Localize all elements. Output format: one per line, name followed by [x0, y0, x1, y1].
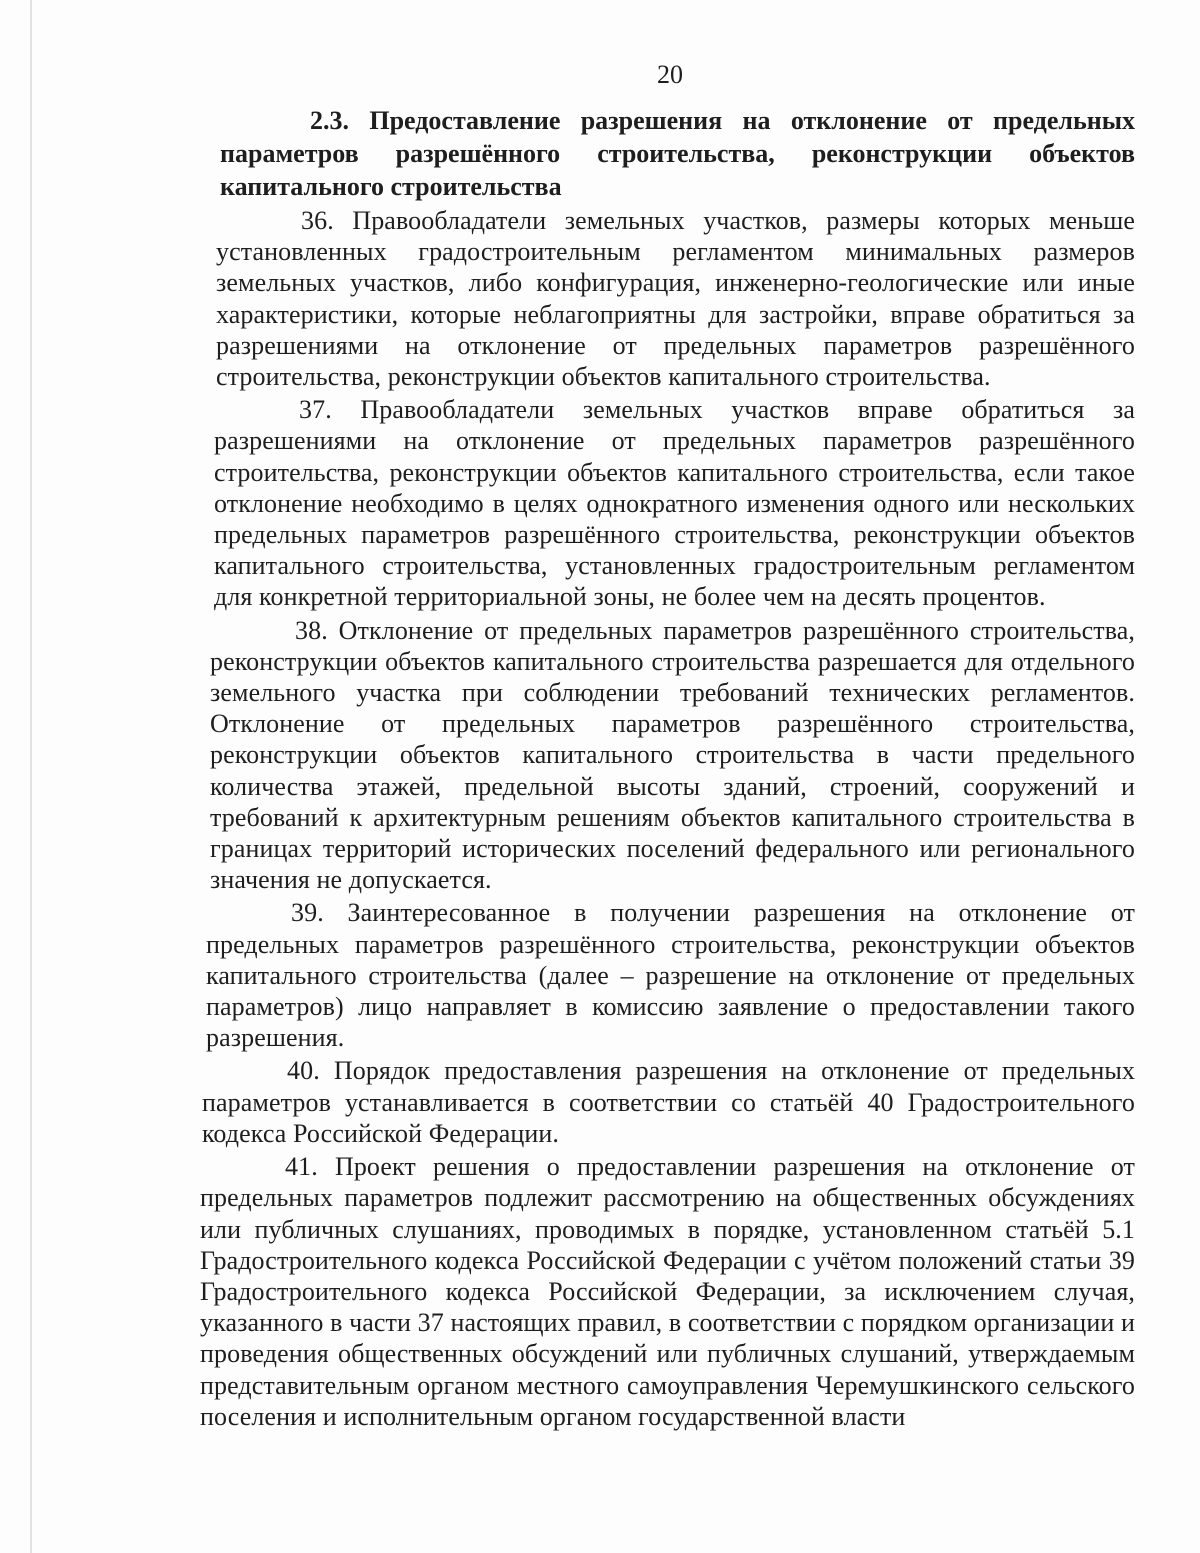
page-number: 20 [657, 60, 683, 89]
paragraph-39: 39. Заинтересованное в получении разрешения на отклонение от предельных параметров разрешённого строительства, реконструкции объектов капитального строительства (далее – разрешение на отклонение от предельных параметров) лицо направляет в комиссию заявление о предоставлении такого разрешения. [206, 898, 1135, 1053]
section-heading: 2.3. Предоставление разрешения на отклонение от предельных параметров разрешённого строительства, реконструкции объектов капитального строительства [220, 106, 1135, 201]
paragraph-37: 37. Правообладатели земельных участков вправе обратиться за разрешениями на отклонение от предельных параметров разрешённого строительства, реконструкции объектов капитального строительства, если такое отклонение необходимо в целях однократного изменения одного или нескольких предельных параметров разрешённого строительства, реконструкции объектов капитального строительства, установленных градостроительным регламентом для конкретной территориальной зоны, не более чем на десять процентов. [214, 395, 1135, 612]
document-body [200, 104, 1135, 1432]
paragraph-38: 38. Отклонение от предельных параметров разрешённого строительства, реконструкции объектов капитального строительства разрешается для отдельного земельного участка при соблюдении требований технических регламентов. Отклонение от предельных параметров разрешённого строительства, реконструкции объектов капитального строительства в части предельного количества этажей, предельной высоты зданий, строений, сооружений и требований к архитектурным решениям объектов капитального строительства в границах территорий исторических поселений федерального или регионального значения не допускается. [210, 615, 1135, 895]
paragraph-36: 36. Правообладатели земельных участков, размеры которых меньше установленных градостроительным регламентом минимальных размеров земельных участков, либо конфигурация, инженерно-геологические или иные характеристики, которые неблагоприятны для застройки, вправе обратиться за разрешениями на отклонение от предельных параметров разрешённого строительства, реконструкции объектов капитального строительства. [216, 206, 1135, 392]
scan-edge-line [30, 0, 32, 1553]
paragraph-41: 41. Проект решения о предоставлении разрешения на отклонение от предельных параметров подлежит рассмотрению на общественных обсуждениях или публичных слушаниях, проводимых в порядке, установленном статьёй 5.1 Градостроительного кодекса Российской Федерации с учётом положений статьи 39 Градостроительного кодекса Российской Федерации, за исключением случая, указанного в части 37 настоящих правил, в соответствии с порядком организации и проведения общественных обсуждений или публичных слушаний, утверждаемым представительным органом местного самоуправления Черемушкинского сельского поселения и исполнительным органом государственной власти [200, 1152, 1135, 1431]
paragraph-40: 40. Порядок предоставления разрешения на отклонение от предельных параметров устанавливается в соответствии со статьёй 40 Градостроительного кодекса Российской Федерации. [202, 1056, 1135, 1148]
